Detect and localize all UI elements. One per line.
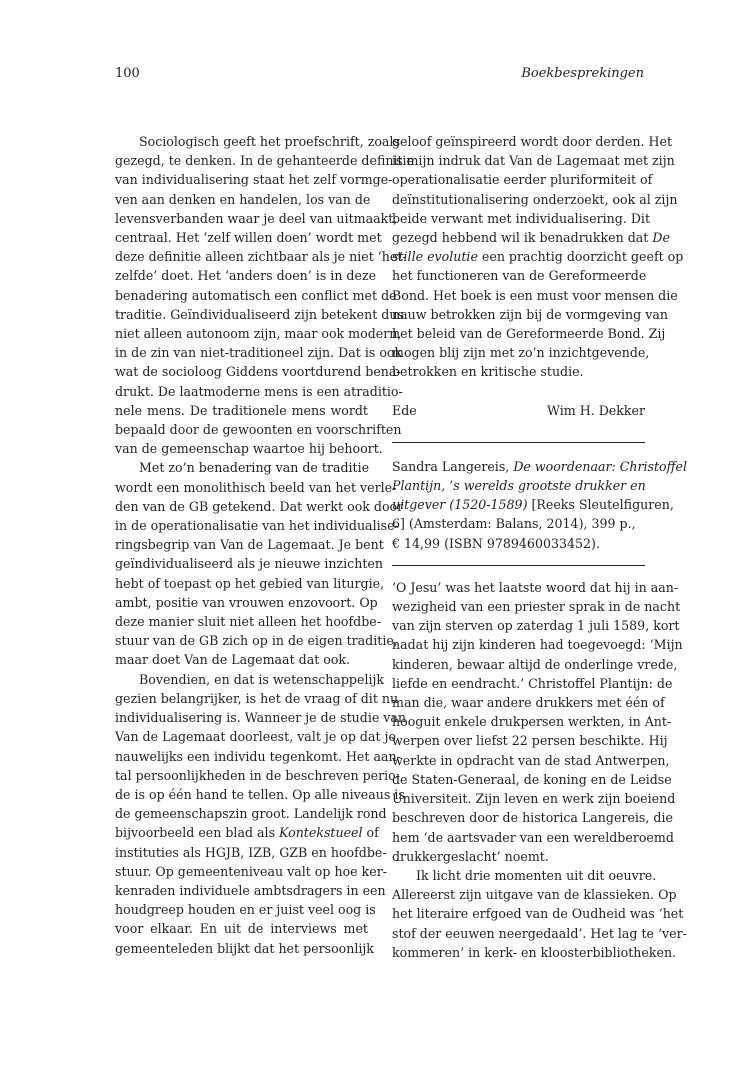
text-line (392, 476, 645, 495)
text-line: kinderen, bewaar altijd de onderlinge vrede, (392, 656, 678, 672)
text-line: voor elkaar. En uit de interviews met (115, 921, 368, 937)
running-title: Boekbesprekingen (521, 66, 644, 81)
text-run: gezegd hebbend wil ik benadrukken dat (392, 230, 653, 246)
text-line (392, 228, 670, 247)
right-column (392, 132, 688, 962)
text-line: in de operationalisatie van het individualise- (115, 518, 399, 534)
text-line: het literaire erfgoed van de Oudheid was ‘het (392, 906, 684, 922)
text-line: kommeren’ in kerk- en kloosterbibliotheken. (392, 944, 677, 960)
text-line: werkte in opdracht van de stad Antwerpen, (392, 752, 670, 768)
text-line (392, 495, 674, 514)
text-line: nauwelijks een individu tegenkomt. Het aan- (115, 748, 401, 764)
text-line: de is op één hand te tellen. Op alle niveaus is (115, 786, 405, 802)
text-line: hebt of toepast op het gebied van liturgie, (115, 575, 385, 591)
text-line: stuur van de GB zich op in de eigen traditie, (115, 633, 398, 649)
text-line: drukt. De laatmoderne mens is een atraditio- (115, 383, 403, 399)
book-title: De (652, 230, 670, 246)
signature-author: Wim H. Dekker (547, 402, 645, 418)
text-line: het beleid van de Gereformeerde Bond. Zij (392, 326, 666, 342)
signature-place: Ede (392, 402, 417, 418)
text-line: individualisering is. Wanneer je de studie van (115, 710, 407, 726)
text-line: van individualisering staat het zelf vormge- (115, 172, 393, 188)
text-line: wat de socioloog Giddens voortdurend bena- (115, 364, 401, 380)
text-line: centraal. Het ‘zelf willen doen’ wordt met (115, 230, 382, 246)
text-line: benadering automatisch een conflict met de (115, 287, 397, 303)
text-line: betrokken en kritische studie. (392, 364, 584, 380)
text-line: nauw betrokken zijn bij de vormgeving van (392, 306, 668, 322)
text-line: gezien belangrijker, is het de vraag of dit nu (115, 690, 399, 706)
text-line: gemeenteleden blijkt dat het persoonlijk (115, 940, 374, 956)
text-line: Van de Lagemaat doorleest, valt je op dat je (115, 729, 396, 745)
text-line: beschreven door de historica Langereis, die (392, 810, 673, 826)
text-line: maar doet Van de Lagemaat dat ook. (115, 652, 351, 668)
text-line: geïndividualiseerd als je nieuwe inzichten (115, 556, 383, 572)
text-line: is mijn indruk dat Van de Lagemaat met zijn (392, 153, 675, 169)
text-line: Universiteit. Zijn leven en werk zijn boeiend (392, 791, 676, 807)
bib-title: Plantijn, ’s werelds grootste drukker en (392, 478, 646, 494)
text-line: levensverbanden waar je deel van uitmaakt, (115, 210, 398, 226)
text-line (392, 247, 684, 266)
text-line: nele mens. De traditionele mens wordt (115, 402, 368, 418)
text-line: stof der eeuwen neergedaald’. Het lag te ‘ver- (392, 925, 687, 941)
text-line: Met zo’n benadering van de traditie (139, 460, 370, 476)
text-line: mogen blij zijn met zo’n inzichtgevende, (392, 345, 650, 361)
text-line: drukkergeslacht’ noemt. (392, 848, 549, 864)
text-run: een prachtig doorzicht geeft op (477, 249, 684, 265)
divider (392, 565, 645, 566)
text-line: de gemeenschapszin groot. Landelijk rond (115, 806, 387, 822)
paragraph (392, 578, 683, 866)
bibliographic-entry (392, 457, 688, 553)
text-line: kenraden individuele ambtsdragers in een (115, 882, 386, 898)
text-line: ambt, positie van vrouwen enzovoort. Op (115, 594, 378, 610)
text-line: deïnstitutionalisering onderzoekt, ook al zijn (392, 191, 678, 207)
text-line: deze manier sluit niet alleen het hoofdbe- (115, 614, 381, 630)
text-line: instituties als HGJB, IZB, GZB en hoofdbe- (115, 844, 387, 860)
journal-title: Kontekstueel (279, 825, 363, 841)
text-line: van zijn sterven op zaterdag 1 juli 1589, kort (392, 618, 680, 634)
text-line: € 14,99 (ISBN 9789460033452). (392, 535, 600, 551)
paragraph (392, 132, 684, 382)
text-line: hem ‘de aartsvader van een wereldberoemd (392, 829, 674, 845)
text-line: 6] (Amsterdam: Balans, 2014), 399 p., (392, 516, 636, 532)
text-line: niet alleen autonoom zijn, maar ook modern, (115, 326, 402, 342)
text-line: ven aan denken en handelen, los van de (115, 191, 371, 207)
page-number: 100 (115, 66, 140, 81)
text-line (392, 457, 688, 476)
bib-author: Sandra Langereis, (392, 458, 514, 474)
paragraph (115, 670, 407, 958)
text-line: nadat hij zijn kinderen had toegevoegd: ‘Mijn (392, 637, 683, 653)
text-line: den van de GB getekend. Dat werkt ook door (115, 498, 404, 514)
paragraph (392, 866, 687, 962)
text-run: bijvoorbeeld een blad als (115, 825, 280, 841)
bib-title: De woordenaar: Christoffel (513, 458, 688, 474)
book-title: stille evolutie (392, 249, 478, 265)
text-line (115, 823, 379, 842)
paragraph (115, 458, 404, 669)
review-signature (392, 401, 645, 420)
text-line: zelfde’ doet. Het ‘anders doen’ is in deze (115, 268, 377, 284)
text-line: geloof geïnspireerd wordt door derden. Het (392, 134, 673, 149)
text-line: man die, waar andere drukkers met één of (392, 695, 665, 711)
text-line: het functioneren van de Gereformeerde (392, 268, 647, 284)
text-line: traditie. Geïndividualiseerd zijn betekent dus (115, 306, 404, 322)
text-line: Bond. Het boek is een must voor mensen die (392, 287, 678, 303)
left-column (115, 132, 415, 958)
text-line: Sociologisch geeft het proefschrift, zoals (139, 134, 400, 149)
text-line: de Staten-Generaal, de koning en de Leidse (392, 771, 672, 787)
page-header (0, 0, 738, 100)
text-line: van de gemeenschap waartoe hij behoort. (115, 441, 383, 457)
text-line: wordt een monolithisch beeld van het verle- (115, 479, 397, 495)
text-line: gezegd, te denken. In de gehanteerde definitie (115, 153, 415, 169)
paragraph (115, 132, 415, 458)
text-line: beide verwant met individualisering. Dit (392, 210, 651, 226)
text-line: houdgreep houden en er juist veel oog is (115, 902, 376, 918)
bib-series: [Reeks Sleutelfiguren, (527, 497, 674, 513)
divider (392, 442, 645, 443)
text-run: of (362, 825, 379, 841)
text-line: hooguit enkele drukpersen werkten, in Ant- (392, 714, 672, 730)
text-line: stuur. Op gemeenteniveau valt op hoe ker- (115, 863, 387, 879)
text-line: wezigheid van een priester sprak in de nacht (392, 599, 681, 615)
text-line: ringsbegrip van Van de Lagemaat. Je bent (115, 537, 384, 553)
text-line: Bovendien, en dat is wetenschappelijk (139, 671, 385, 687)
text-line: deze definitie alleen zichtbaar als je niet ‘het- (115, 249, 407, 265)
text-line: operationalisatie eerder pluriformiteit of (392, 172, 653, 188)
text-line: werpen over liefst 22 persen beschikte. Hij (392, 733, 668, 749)
text-line: Ik licht drie momenten uit dit oeuvre. (416, 867, 657, 883)
text-line: bepaald door de gewoonten en voorschriften (115, 422, 402, 438)
bib-title: uitgever (1520-1589) (392, 497, 528, 513)
text-line: in de zin van niet-traditioneel zijn. Dat is ook (115, 345, 403, 361)
text-line: tal persoonlijkheden in de beschreven perio- (115, 767, 401, 783)
text-line: liefde en eendracht.’ Christoffel Plantijn: de (392, 675, 673, 691)
text-line: Allereerst zijn uitgave van de klassieken. Op (392, 887, 677, 903)
text-line: ‘O Jesu’ was het laatste woord dat hij in aan- (392, 579, 679, 595)
